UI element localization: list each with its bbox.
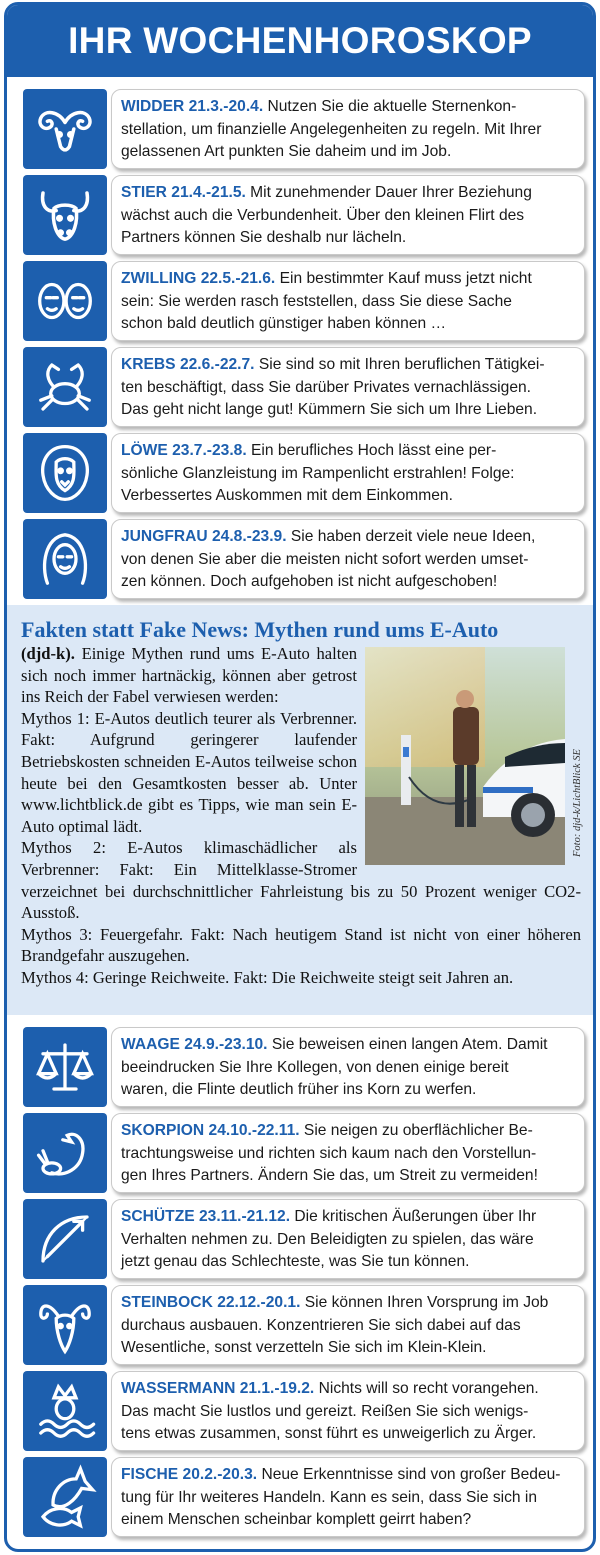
fish-icon: [23, 1457, 107, 1537]
sign-text: Sie können Ihren Vorsprung im Job: [304, 1294, 549, 1311]
sign-steinbock: [23, 1285, 585, 1365]
photo-credit: Foto: djd-k/LichtBlick SE: [572, 749, 583, 857]
article-intro: Einige Mythen rund ums E-Auto halten sich noch immer hartnäckig, können aber getrost ins Reich der Fabel verwiesen werden:: [21, 644, 357, 707]
sign-text: Wesentliche, sonst verzetteln Sie sich im Klein-Klein.: [121, 1339, 487, 1356]
sign-text: Sie haben derzeit viele neue Ideen,: [290, 528, 536, 545]
horoscope-frame: [4, 2, 596, 1552]
sign-text: gen Ihres Partners. Ändern Sie das, um Streit zu vermeiden!: [121, 1167, 538, 1184]
capricorn-icon: [23, 1285, 107, 1365]
sign-skorpion: [23, 1113, 585, 1193]
sign-card: [111, 1285, 585, 1365]
sign-text: Sie sind so mit Ihren beruflichen Tätigkei-: [258, 356, 545, 373]
sign-text: von denen Sie aber die meisten nicht sofort werden umset-: [121, 550, 529, 568]
lion-icon: [23, 433, 107, 513]
sign-text: Verhalten nehmen zu. Den Beleidigten zu spielen, das wäre: [121, 1230, 534, 1248]
sign-name: JUNGFRAU: [121, 528, 208, 545]
sign-name: SCHÜTZE: [121, 1208, 195, 1225]
sign-text: tens etwas zusammen, sonst führt es unweigerlich zu Ärger.: [121, 1425, 537, 1442]
sign-card: [111, 1113, 585, 1193]
sign-text: Verbessertes Auskommen mit dem Einkommen.: [121, 487, 453, 504]
sign-card: [111, 89, 585, 169]
sign-text: einem Menschen scheinbar komplett geirrt haben?: [121, 1511, 472, 1528]
sign-text: schon bald deutlich günstiger haben können …: [121, 315, 447, 332]
sign-loewe: [23, 433, 585, 513]
sign-dates: 21.4.-21.5.: [171, 184, 246, 201]
sign-text: tung für Ihr weiteres Handeln. Kann es sein, dass Sie sich in: [121, 1488, 538, 1506]
sign-waage: [23, 1027, 585, 1107]
sign-text: stellation, um finanzielle Angelegenheiten zu regeln. Mit Ihrer: [121, 120, 542, 138]
article-myth-2: Mythos 2: E-Autos klimaschädlicher als Verbrenner: Fakt: Ein Mittelklasse-Stromer verzeichnet bei durchschnittlicher Fahrleistung bis zu 50 Prozent weniger CO2-Ausstoß.: [21, 838, 581, 923]
sign-schuetze: [23, 1199, 585, 1279]
scorpion-icon: [23, 1113, 107, 1193]
sign-dates: 21.3.-20.4.: [188, 98, 264, 115]
sign-text: Das macht Sie lustlos und gereizt. Reißen Sie sich wenigs-: [121, 1402, 529, 1420]
article-body: [21, 643, 581, 989]
twins-icon: [23, 261, 107, 341]
sign-dates: 23.11.-21.12.: [198, 1208, 291, 1225]
sign-text: trachtungsweise und richten sich kaum nach den Vorstellun-: [121, 1144, 537, 1162]
sign-dates: 22.6.-22.7.: [179, 356, 255, 373]
sign-card: [111, 1199, 585, 1279]
sign-text: Sie neigen zu oberflächlicher Be-: [303, 1122, 533, 1139]
sign-text: zen können. Doch aufgehoben ist nicht aufgeschoben!: [121, 573, 498, 590]
article-lead: (djd-k).: [21, 644, 75, 663]
sign-dates: 22.5.-21.6.: [200, 270, 276, 287]
sign-card: [111, 1371, 585, 1451]
sign-text: Nichts will so recht vorangehen.: [318, 1380, 539, 1397]
sign-wassermann: [23, 1371, 585, 1451]
virgin-icon: [23, 519, 107, 599]
sign-text: Ein bestimmter Kauf muss jetzt nicht: [279, 270, 532, 287]
sign-text: durchaus ausbauen. Konzentrieren Sie sich dabei auf das: [121, 1316, 521, 1334]
ev-charging-photo: [365, 647, 565, 865]
crab-icon: [23, 347, 107, 427]
sign-card: [111, 175, 585, 255]
sign-card: [111, 261, 585, 341]
sign-name: FISCHE: [121, 1466, 179, 1483]
sign-dates: 24.10.-22.11.: [208, 1122, 300, 1139]
sign-card: [111, 433, 585, 513]
sign-text: Sie beweisen einen langen Atem. Damit: [271, 1036, 548, 1053]
sign-dates: 23.7.-23.8.: [172, 442, 247, 459]
sign-text: Neue Erkenntnisse sind von großer Bedeu-: [261, 1466, 561, 1483]
sign-text: Das geht nicht lange gut! Kümmern Sie sich um Ihre Lieben.: [121, 401, 538, 418]
sign-stier: [23, 175, 585, 255]
sign-text: jetzt genau das Schlechteste, was Sie tun können.: [121, 1253, 470, 1270]
sign-dates: 21.1.-19.2.: [239, 1380, 315, 1397]
sign-jungfrau: [23, 519, 585, 599]
sign-text: Die kritischen Äußerungen über Ihr: [294, 1208, 537, 1225]
sign-text: sein: Sie werden rasch feststellen, dass Sie diese Sache: [121, 292, 512, 310]
ram-icon: [23, 89, 107, 169]
sign-name: STIER: [121, 184, 167, 201]
sign-card: [111, 519, 585, 599]
bull-icon: [23, 175, 107, 255]
sign-name: LÖWE: [121, 442, 168, 459]
sign-text: Nutzen Sie die aktuelle Sternenkon-: [267, 98, 517, 115]
sign-name: WAAGE: [121, 1036, 180, 1053]
article-box: [7, 605, 593, 1015]
article-myth-3: Mythos 3: Feuergefahr. Fakt: Nach heutigem Stand ist nicht von einer höheren Brandgefahr auszugehen.: [21, 924, 581, 966]
aquarius-icon: [23, 1371, 107, 1451]
sign-name: ZWILLING: [121, 270, 197, 287]
sign-text: ten beschäftigt, dass Sie darüber Privates vernachlässigen.: [121, 378, 531, 396]
article-title: Fakten statt Fake News: Mythen rund ums E-Auto: [21, 617, 499, 642]
sign-card: [111, 1457, 585, 1537]
sign-card: [111, 347, 585, 427]
sign-text: waren, die Flinte deutlich früher ins Korn zu werfen.: [121, 1081, 477, 1098]
sign-dates: 24.9.-23.10.: [184, 1036, 268, 1053]
sign-dates: 22.12.-20.1.: [217, 1294, 301, 1311]
sign-text: sönliche Glanzleistung im Rampenlicht erstrahlen! Folge:: [121, 464, 515, 482]
sign-fische: [23, 1457, 585, 1537]
sign-text: beeindrucken Sie Ihre Kollegen, von denen einige bereit: [121, 1058, 509, 1076]
sign-text: Ein berufliches Hoch lässt eine per-: [251, 442, 497, 459]
sign-text: gelassenen Art punkten Sie daheim und im Job.: [121, 143, 452, 160]
sign-name: SKORPION: [121, 1122, 205, 1139]
sign-dates: 20.2.-20.3.: [182, 1466, 258, 1483]
sign-widder: [23, 89, 585, 169]
sign-zwilling: [23, 261, 585, 341]
sign-name: WIDDER: [121, 98, 185, 115]
article-myth-4: Mythos 4: Geringe Reichweite. Fakt: Die Reichweite steigt seit Jahren an.: [21, 967, 514, 987]
sign-dates: 24.8.-23.9.: [211, 528, 287, 545]
article-photo-container: [365, 647, 581, 865]
page-title: IHR WOCHENHOROSKOP: [7, 5, 593, 77]
bow-icon: [23, 1199, 107, 1279]
sign-name: KREBS: [121, 356, 176, 373]
sign-name: WASSERMANN: [121, 1380, 236, 1397]
sign-krebs: [23, 347, 585, 427]
article-myth-1: Mythos 1: E-Autos deutlich teurer als Verbrenner. Fakt: Aufgrund geringerer laufender Betriebskosten schneiden E-Autos teilweise schon heute bei den Gesamtkosten besser ab. Unter www.lichtblick.de gibt es Tipps, wie man sein E-Auto optimal lädt.: [21, 708, 357, 836]
scales-icon: [23, 1027, 107, 1107]
sign-text: wächst auch die Verbundenheit. Über den kleinen Flirt des: [121, 206, 525, 224]
sign-card: [111, 1027, 585, 1107]
sign-text: Mit zunehmender Dauer Ihrer Beziehung: [250, 184, 532, 201]
sign-text: Partners können Sie deshalb nur lächeln.: [121, 229, 407, 246]
sign-name: STEINBOCK: [121, 1294, 213, 1311]
